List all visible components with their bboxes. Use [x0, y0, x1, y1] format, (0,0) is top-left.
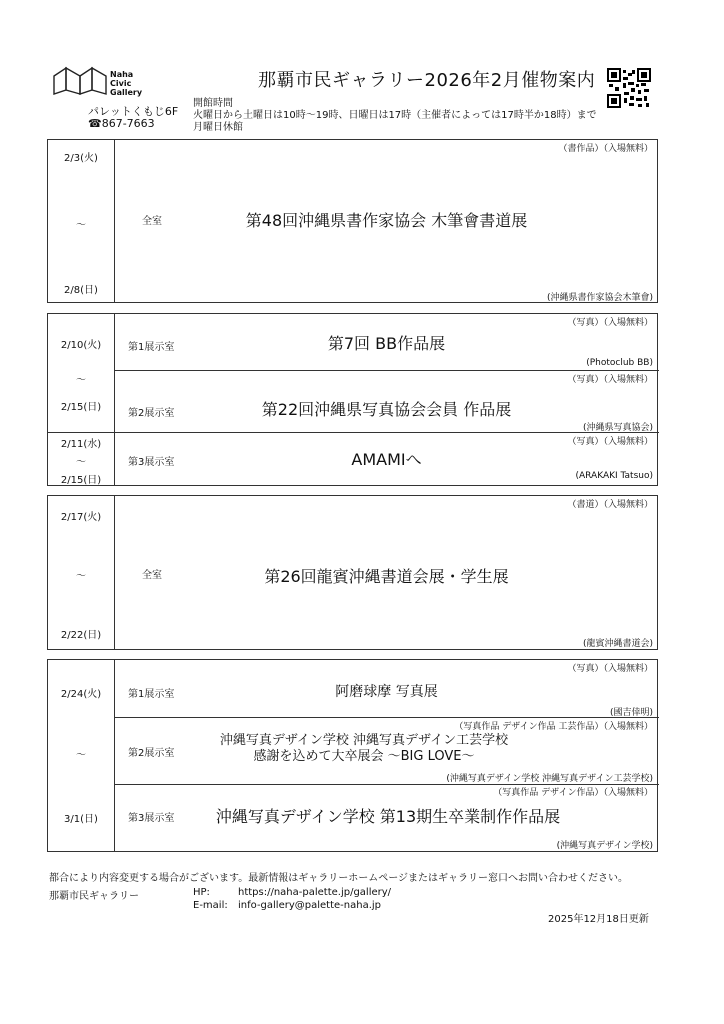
- event-title: 沖縄写真デザイン学校 第13期生卒業制作作品展: [215, 807, 561, 826]
- category-tag: （写真）（入場無料）: [567, 375, 653, 385]
- event-title: 阿磨球摩 写真展: [335, 684, 438, 700]
- email-link[interactable]: info-gallery@palette-naha.jp: [238, 900, 382, 911]
- room-label: 第1展示室: [128, 342, 175, 353]
- organizer: (國吉倖明): [609, 708, 653, 718]
- opening-hours-label: 開館時間: [193, 98, 233, 109]
- organizer: (ARAKAKI Tatsuo): [575, 471, 653, 481]
- schedule-block-1: [47, 139, 658, 303]
- room-label: 第3展示室: [128, 457, 175, 468]
- opening-hours-text: 火曜日から土曜日は10時〜19時、日曜日は17時（主催者によっては17時半か18時）まで: [193, 110, 597, 121]
- email-label: E-mail:: [193, 900, 228, 911]
- organizer: (龍賓沖縄書道会): [582, 639, 653, 649]
- schedule-block-4: [47, 659, 658, 852]
- page-title: 那覇市民ギャラリー2026年2月催物案内: [258, 70, 596, 91]
- category-tag: （写真）（入場無料）: [567, 318, 653, 328]
- organizer: (沖縄県写真協会): [582, 423, 653, 433]
- hp-link[interactable]: https://naha-palette.jp/gallery/: [238, 887, 392, 898]
- end-date: 3/1(日): [64, 814, 98, 825]
- date-separator-2: 〜: [76, 457, 86, 468]
- event-title: 第48回沖縄県書作家協会 木筆會書道展: [245, 211, 528, 230]
- gallery-name: 那覇市民ギャラリー: [49, 891, 139, 902]
- end-date: 2/22(日): [60, 630, 102, 641]
- end-date: 2/8(日): [64, 285, 98, 296]
- start-date: 2/17(火): [60, 512, 102, 523]
- room-label: 第3展示室: [128, 813, 175, 824]
- category-tag: （写真作品 デザイン作品）（入場無料）: [493, 788, 653, 798]
- organizer: (沖縄県書作家協会木筆會): [546, 293, 653, 303]
- phone: ☎867-7663: [88, 117, 155, 130]
- category-tag: （写真）（入場無料）: [567, 437, 653, 447]
- category-tag: （書作品）（入場無料）: [558, 144, 653, 154]
- category-tag: （写真作品 デザイン作品 工芸作品）（入場無料）: [454, 722, 653, 732]
- organizer: (沖縄写真デザイン学校): [556, 841, 653, 851]
- organizer: (Photoclub BB): [586, 358, 653, 368]
- change-notice: 都合により内容変更する場合がございます。最新情報はギャラリーホームページまたはギャラリー窓口へお問い合わせください。: [49, 873, 628, 884]
- start-date: 2/24(火): [60, 689, 102, 700]
- schedule-block-2: [47, 313, 658, 486]
- event-title-line-1: 沖縄写真デザイン学校 沖縄写真デザイン工芸学校: [219, 733, 509, 748]
- category-tag: （写真）（入場無料）: [567, 664, 653, 674]
- room-label: 第2展示室: [128, 748, 175, 759]
- hp-label: HP:: [193, 887, 210, 898]
- event-title: AMAMIへ: [351, 450, 422, 469]
- room-label: 第1展示室: [128, 689, 175, 700]
- start-date: 2/10(火): [60, 340, 102, 351]
- date-separator: 〜: [76, 750, 86, 761]
- event-title-line-2: 感謝を込めて大卒展会 〜BIG LOVE〜: [253, 749, 475, 764]
- organizer: (沖縄写真デザイン学校 沖縄写真デザイン工芸学校): [446, 774, 653, 784]
- qr-code-icon: [607, 68, 651, 108]
- category-tag: （書道）（入場無料）: [567, 500, 653, 510]
- room-label: 第2展示室: [128, 408, 175, 419]
- event-title: 第26回龍賓沖縄書道会展・学生展: [264, 567, 509, 586]
- event-title: 第7回 BB作品展: [327, 334, 446, 353]
- room-label: 全室: [142, 216, 162, 227]
- event-title: 第22回沖縄県写真協会会員 作品展: [261, 400, 512, 419]
- date-separator: 〜: [76, 220, 86, 231]
- date-separator: 〜: [76, 571, 86, 582]
- gallery-logo-icon: [52, 66, 108, 96]
- closed-day: 月曜日休館: [193, 122, 243, 133]
- start-date: 2/3(火): [64, 153, 98, 164]
- updated-date: 2025年12月18日更新: [548, 914, 649, 925]
- start-date-2: 2/11(水): [60, 439, 102, 450]
- room-label: 全室: [142, 570, 162, 581]
- end-date-2: 2/15(日): [60, 475, 102, 486]
- schedule-block-3: [47, 495, 658, 650]
- logo-text: Naha Civic Gallery: [110, 70, 143, 97]
- end-date: 2/15(日): [60, 402, 102, 413]
- date-separator: 〜: [76, 375, 86, 386]
- address: パレットくもじ6F: [88, 105, 179, 118]
